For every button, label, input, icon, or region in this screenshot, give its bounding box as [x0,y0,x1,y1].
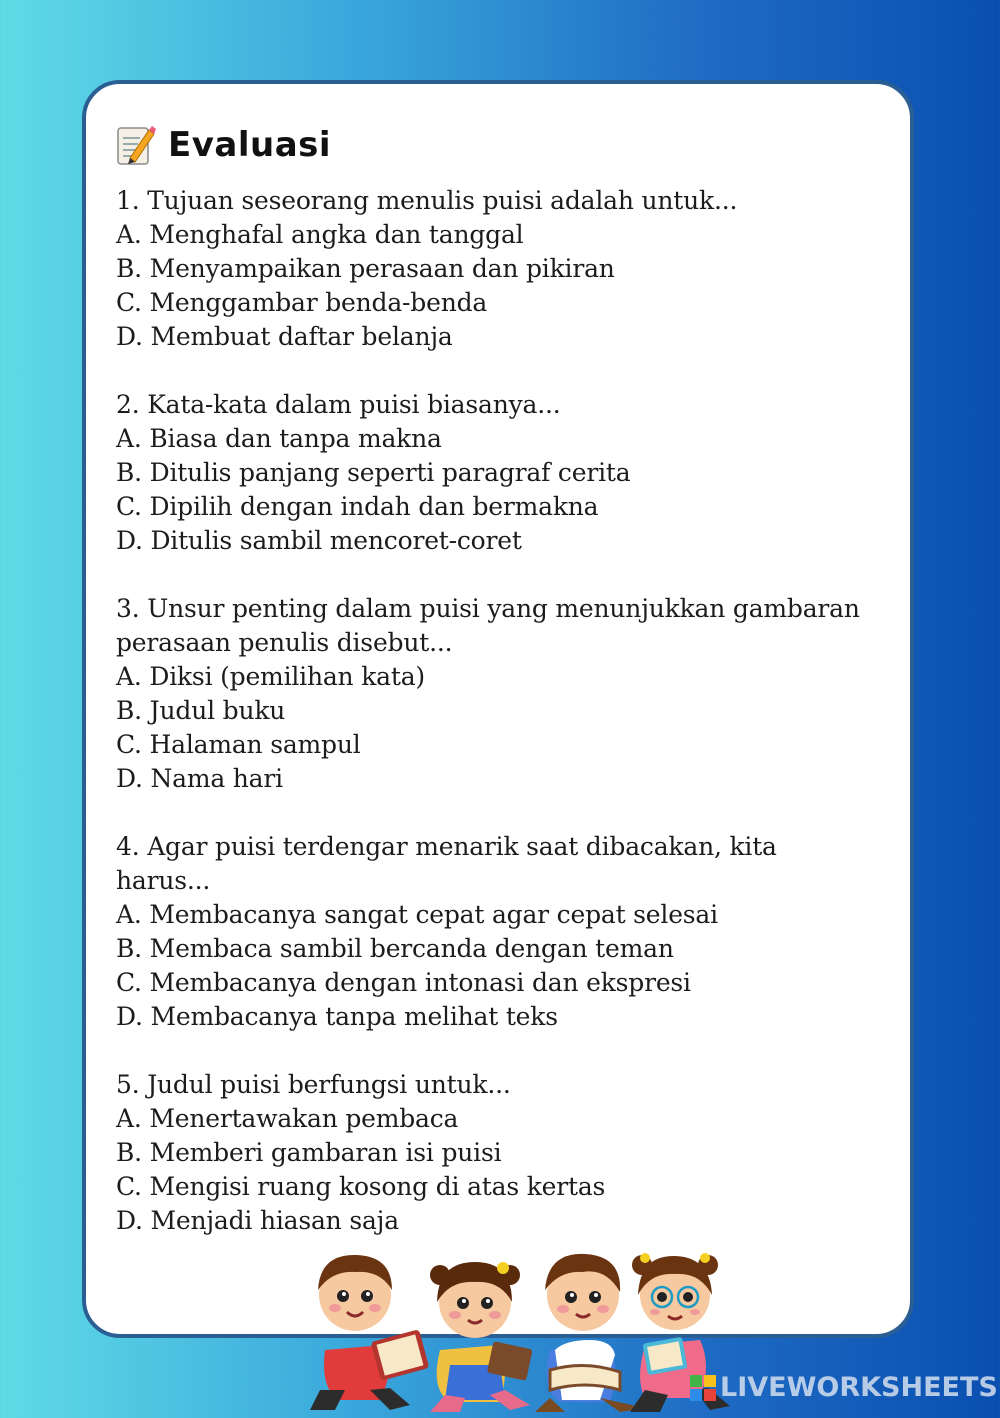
question-5 [116,1068,896,1238]
question-1 [116,184,896,354]
question-1-text: 1. Tujuan seseorang menulis puisi adalah untuk... [116,186,738,215]
question-4-option-b: B. Membaca sambil bercanda dengan teman [116,934,674,963]
kid-3-figure [535,1254,645,1412]
question-2-option-b: B. Ditulis panjang seperti paragraf cerita [116,458,631,487]
question-3-option-c: C. Halaman sampul [116,730,361,759]
kid-1-figure [310,1255,429,1410]
question-4-option-a: A. Membacanya sangat cepat agar cepat selesai [116,900,718,929]
question-3 [116,592,896,796]
question-3-option-d: D. Nama hari [116,764,283,793]
kid-2-figure [430,1262,533,1412]
question-3-option-a: A. Diksi (pemilihan kata) [116,662,425,691]
children-reading-illustration [300,1240,740,1414]
question-3-text-cont: perasaan penulis disebut... [116,628,453,657]
question-4-text-cont: harus... [116,866,211,895]
question-2-option-c: C. Dipilih dengan indah dan bermakna [116,492,599,521]
question-list [116,184,896,1272]
page-title: Evaluasi [168,125,332,165]
question-2-text: 2. Kata-kata dalam puisi biasanya... [116,390,561,419]
question-3-text: 3. Unsur penting dalam puisi yang menunjukkan gambaran [116,594,860,623]
question-1-option-b: B. Menyampaikan perasaan dan pikiran [116,254,615,283]
watermark-text: LIVEWORKSHEETS [720,1372,998,1403]
question-4-text: 4. Agar puisi terdengar menarik saat dibacakan, kita [116,832,777,861]
question-5-option-a: A. Menertawakan pembaca [116,1104,459,1133]
question-5-option-c: C. Mengisi ruang kosong di atas kertas [116,1172,606,1201]
question-5-text: 5. Judul puisi berfungsi untuk... [116,1070,511,1099]
question-4-option-c: C. Membacanya dengan intonasi dan ekspresi [116,968,691,997]
question-3-option-b: B. Judul buku [116,696,286,725]
question-5-option-b: B. Memberi gambaran isi puisi [116,1138,502,1167]
title-row [116,124,331,166]
question-2-option-a: A. Biasa dan tanpa makna [116,424,442,453]
memo-pencil-icon [116,124,156,166]
question-4-option-d: D. Membacanya tanpa melihat teks [116,1002,558,1031]
question-1-option-d: D. Membuat daftar belanja [116,322,453,351]
question-2 [116,388,896,558]
question-1-option-a: A. Menghafal angka dan tanggal [116,220,524,249]
liveworksheets-logo-icon [690,1375,716,1401]
question-1-option-c: C. Menggambar benda-benda [116,288,488,317]
question-2-option-d: D. Ditulis sambil mencoret-coret [116,526,522,555]
question-4 [116,830,896,1034]
liveworksheets-watermark [690,1372,998,1403]
question-5-option-d: D. Menjadi hiasan saja [116,1206,399,1235]
